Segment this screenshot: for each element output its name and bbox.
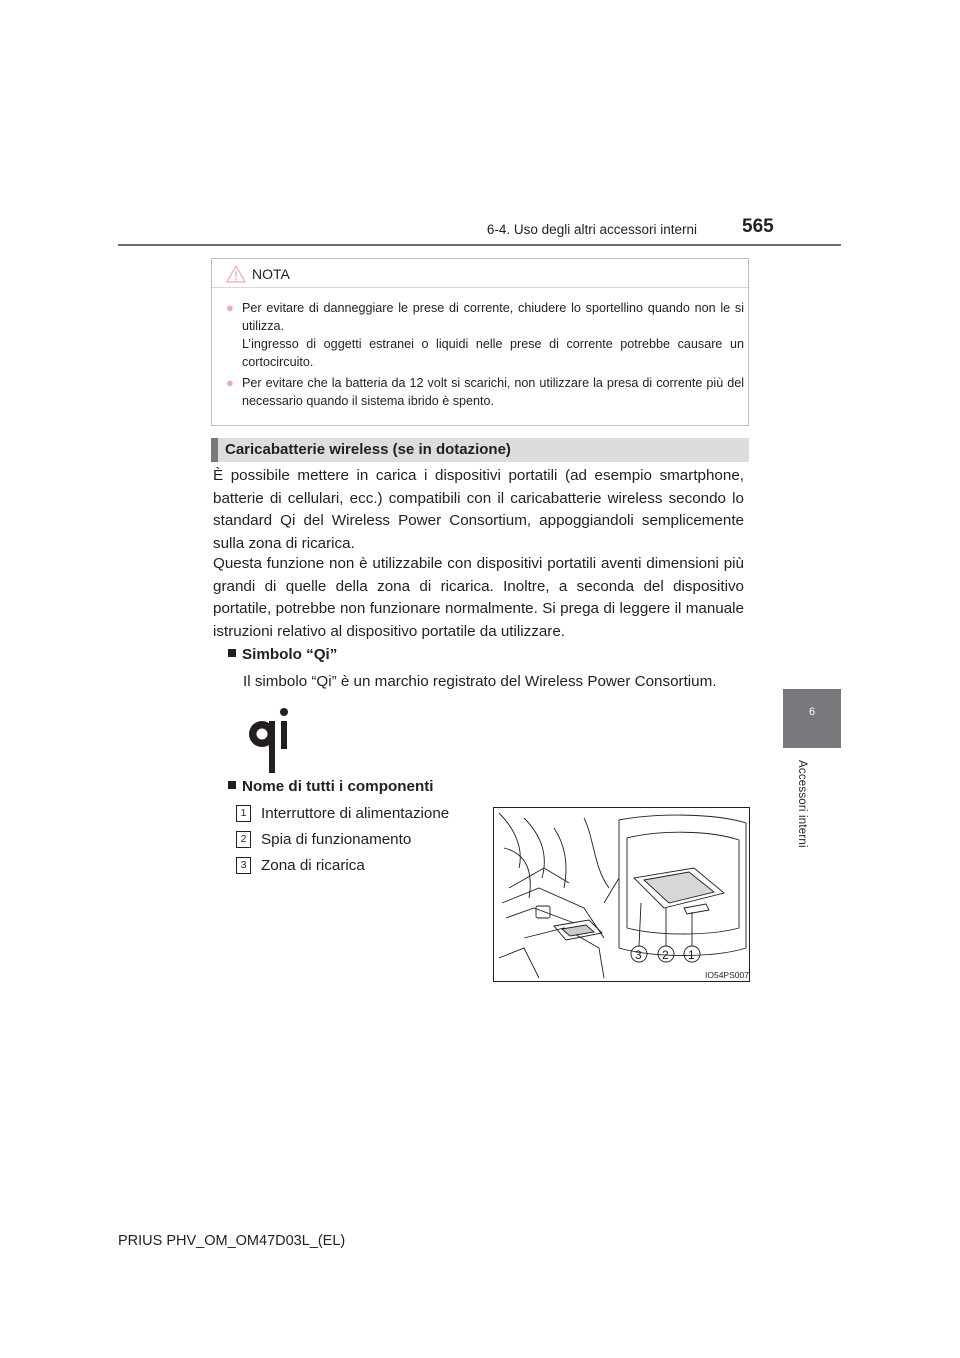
note-item: ● Per evitare di danneggiare le prese di corrente, chiudere lo sportellino quando non le si utilizza.: [226, 300, 744, 333]
component-item: 2 Spia di funzionamento: [236, 830, 411, 848]
component-item: 3 Zona di ricarica: [236, 856, 365, 874]
header-section-title: 6-4. Uso degli altri accessori interni: [486, 222, 697, 237]
console-drawing: [494, 808, 750, 982]
body-paragraph: È possibile mettere in carica i dispositivi portatili (ad esempio smartphone, batterie di cellulari, ecc.) compatibili con il caricabatterie wireless secondo lo standard Qi del Wireless Power Consortium, appoggiandoli semplicemente sulla zona di ricarica.: [213, 467, 744, 553]
body-paragraph: Questa funzione non è utilizzabile con dispositivi portatili aventi dimensioni più grandi di quelle della zona di ricarica. Inoltre, a seconda del dispositivo portatile, potrebbe non funzionare normalmente. Si prega di leggere il manuale istruzioni relativo al dispositivo portatile da utilizzare.: [213, 555, 744, 641]
footer-doc-id: PRIUS PHV_OM_OM47D03L_(EL): [118, 1233, 346, 1249]
component-item: 1 Interruttore di alimentazione: [236, 804, 449, 822]
note-header: [226, 262, 290, 286]
callout-number: 2: [236, 831, 251, 848]
charger-illustration: [493, 807, 750, 982]
qi-symbol-text: Il simbolo “Qi” è un marchio registrato del Wireless Power Consortium.: [243, 673, 717, 690]
chapter-tab-label: Accessori interni: [796, 760, 808, 848]
note-title: NOTA: [252, 266, 290, 282]
page-number: 565: [742, 216, 774, 237]
square-bullet-icon: [228, 649, 236, 657]
chapter-tab: [783, 689, 841, 748]
callout-number: 3: [236, 857, 251, 874]
section-heading-accent: [211, 438, 218, 462]
bullet-icon: ●: [226, 375, 234, 390]
callout-3: 3: [635, 948, 642, 962]
callout-2: 2: [662, 948, 669, 962]
section-title: Caricabatterie wireless (se in dotazione): [225, 441, 511, 458]
callout-1: 1: [688, 948, 695, 962]
callout-number: 1: [236, 805, 251, 822]
components-heading: Nome di tutti i componenti: [228, 778, 434, 795]
square-bullet-icon: [228, 781, 236, 789]
warning-triangle-icon: [226, 265, 246, 283]
header-rule: [118, 244, 841, 246]
note-divider: [212, 287, 748, 288]
bullet-icon: ●: [226, 300, 234, 315]
qi-logo-icon: [248, 707, 294, 773]
chapter-tab-number: 6: [808, 706, 816, 718]
qi-symbol-heading: Simbolo “Qi”: [228, 646, 337, 663]
note-item: L’ingresso di oggetti estranei o liquidi nelle prese di corrente potrebbe causare un cortocircuito.: [242, 337, 744, 369]
note-item: ● Per evitare che la batteria da 12 volt si scarichi, non utilizzare la presa di corrente più del necessario quando il sistema ibrido è spento.: [226, 375, 744, 408]
illustration-code: IO54PS007: [705, 970, 749, 980]
